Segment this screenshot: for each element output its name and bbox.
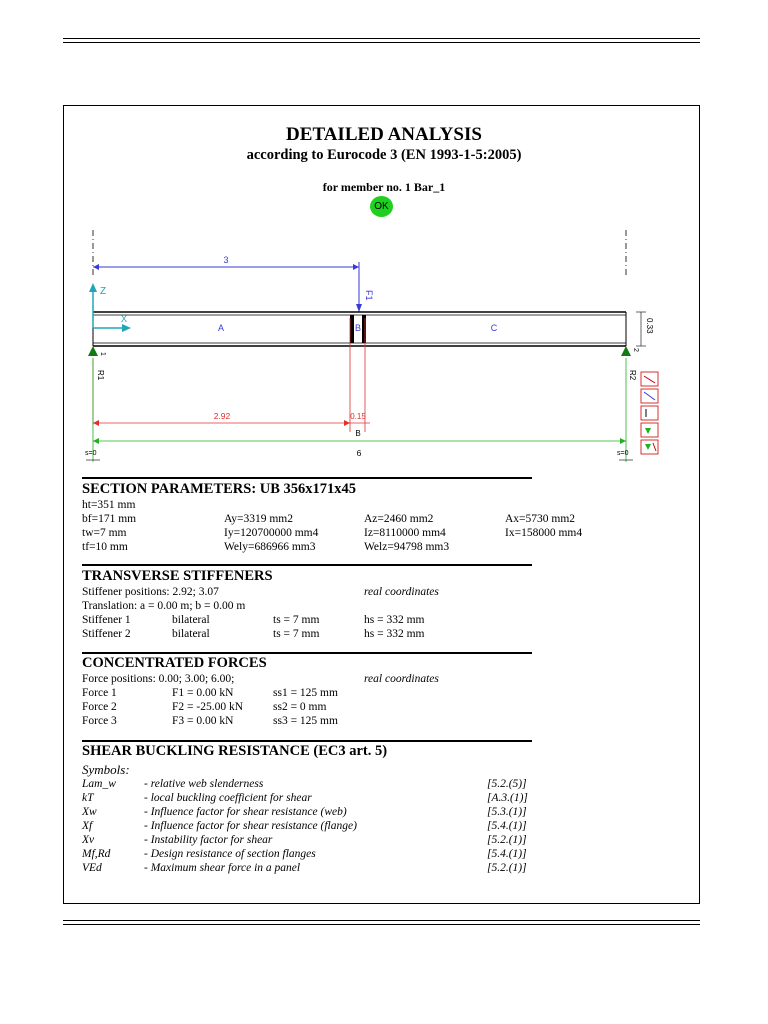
section-rule bbox=[82, 652, 532, 654]
member-label: for member no. 1 Bar_1 bbox=[322, 180, 446, 194]
node-left-label: 1 bbox=[99, 352, 106, 356]
force-arrow bbox=[356, 304, 362, 312]
force-cell: Force 3 bbox=[82, 715, 117, 727]
sp-cell: Wely=686966 mm3 bbox=[224, 541, 316, 553]
total-dim-label: 6 bbox=[356, 448, 362, 458]
node-right-label: 2 bbox=[632, 348, 639, 352]
sp-cell: Ay=3319 mm2 bbox=[224, 513, 293, 525]
symbol-name: Xv bbox=[82, 834, 95, 846]
red-dim-a-label: 2.92 bbox=[213, 411, 231, 421]
z-axis-label: Z bbox=[100, 286, 107, 297]
section-rule bbox=[82, 740, 532, 742]
height-dim-label: 0.33 bbox=[645, 318, 654, 334]
stiffener-cell: ts = 7 mm bbox=[273, 614, 320, 626]
force-cell: F1 = 0.00 kN bbox=[172, 687, 234, 699]
symbol-desc: - Influence factor for shear resistance (flange) bbox=[144, 820, 357, 832]
legend-icon-3 bbox=[641, 406, 658, 420]
stiffener-cell: Stiffener 2 bbox=[82, 628, 131, 640]
stiffener-coords-note: real coordinates bbox=[364, 586, 439, 598]
symbol-ref: [A.3.(1)] bbox=[487, 792, 528, 804]
stiffener-1 bbox=[350, 315, 354, 343]
offset-left-label: s=0 bbox=[85, 450, 97, 457]
report-subtitle: according to Eurocode 3 (EN 1993-1-5:2005) bbox=[246, 147, 522, 163]
symbol-ref: [5.4.(1)] bbox=[487, 820, 527, 832]
sp-cell: bf=171 mm bbox=[82, 513, 137, 525]
sp-cell: Iz=8110000 mm4 bbox=[364, 527, 446, 539]
stiffener-cell: hs = 332 mm bbox=[364, 628, 425, 640]
sp-cell: ht=351 mm bbox=[82, 499, 136, 511]
section-params-heading: SECTION PARAMETERS: UB 356x171x45 bbox=[82, 481, 357, 497]
force-positions: Force positions: 0.00; 3.00; 6.00; bbox=[82, 673, 235, 685]
x-axis-label: X bbox=[121, 314, 128, 324]
sp-cell: Iy=120700000 mm4 bbox=[224, 527, 319, 539]
symbol-desc: - relative web slenderness bbox=[144, 778, 264, 790]
x-axis-arrow bbox=[122, 324, 131, 332]
z-axis-arrow bbox=[89, 283, 97, 292]
force-cell: Force 2 bbox=[82, 701, 117, 713]
left-support bbox=[88, 346, 98, 356]
symbol-name: kT bbox=[82, 792, 94, 804]
symbol-desc: - Instability factor for shear bbox=[144, 834, 273, 846]
symbol-name: VEd bbox=[82, 862, 102, 874]
symbol-name: Lam_w bbox=[82, 778, 116, 790]
section-rule bbox=[82, 564, 532, 566]
symbol-ref: [5.2.(1)] bbox=[487, 834, 527, 846]
blue-dim-arrow-left bbox=[93, 264, 99, 270]
force-cell: F2 = -25.00 kN bbox=[172, 701, 244, 713]
shear-heading: SHEAR BUCKLING RESISTANCE (EC3 art. 5) bbox=[82, 743, 388, 759]
stiffener-positions: Stiffener positions: 2.92; 3.07 bbox=[82, 586, 219, 598]
panel-a-label: A bbox=[217, 323, 225, 333]
stiffener-translation: Translation: a = 0.00 m; b = 0.00 m bbox=[82, 600, 246, 612]
beam-diagram bbox=[0, 0, 768, 480]
forces-heading: CONCENTRATED FORCES bbox=[82, 655, 267, 671]
force-cell: ss1 = 125 mm bbox=[273, 687, 338, 699]
stiffener-cell: bilateral bbox=[172, 614, 210, 626]
reaction-right-label: R2 bbox=[628, 370, 637, 381]
panel-b-label: B bbox=[354, 323, 362, 333]
offset-right-label: s=0 bbox=[617, 450, 629, 457]
stiffener-cell: hs = 332 mm bbox=[364, 614, 425, 626]
symbol-ref: [5.4.(1)] bbox=[487, 848, 527, 860]
force-coords-note: real coordinates bbox=[364, 673, 439, 685]
red-dim-b-label: 0.15 bbox=[350, 412, 366, 421]
force-label: F1 bbox=[364, 290, 374, 301]
force-cell: ss3 = 125 mm bbox=[273, 715, 338, 727]
sp-cell: Az=2460 mm2 bbox=[364, 513, 434, 525]
symbol-name: Mf,Rd bbox=[82, 848, 111, 860]
stiffener-cell: bilateral bbox=[172, 628, 210, 640]
force-cell: ss2 = 0 mm bbox=[273, 701, 327, 713]
symbol-ref: [5.3.(1)] bbox=[487, 806, 527, 818]
ok-status-badge: OK bbox=[370, 196, 393, 217]
symbols-label: Symbols: bbox=[82, 762, 130, 777]
symbol-desc: - Influence factor for shear resistance (web) bbox=[144, 806, 347, 818]
section-rule bbox=[82, 477, 532, 479]
symbol-desc: - Design resistance of section flanges bbox=[144, 848, 316, 860]
stiffener-cell: Stiffener 1 bbox=[82, 614, 131, 626]
symbol-ref: [5.2.(5)] bbox=[487, 778, 527, 790]
legend-icons bbox=[641, 372, 658, 454]
sp-cell: Ax=5730 mm2 bbox=[505, 513, 576, 525]
force-cell: Force 1 bbox=[82, 687, 117, 699]
right-support bbox=[621, 346, 631, 356]
symbol-ref: [5.2.(1)] bbox=[487, 862, 527, 874]
blue-dim-arrow-right bbox=[353, 264, 359, 270]
panel-c-label: C bbox=[490, 323, 498, 333]
bottom-rule bbox=[63, 920, 700, 925]
stiffener-cell: ts = 7 mm bbox=[273, 628, 320, 640]
sp-cell: tw=7 mm bbox=[82, 527, 127, 539]
sp-cell: Welz=94798 mm3 bbox=[364, 541, 450, 553]
symbol-name: Xw bbox=[82, 806, 97, 818]
reaction-left-label: R1 bbox=[96, 370, 105, 381]
stiffeners-heading: TRANSVERSE STIFFENERS bbox=[82, 568, 273, 584]
force-cell: F3 = 0.00 kN bbox=[172, 715, 234, 727]
symbol-name: Xf bbox=[82, 820, 93, 832]
dim-b-name: B bbox=[355, 429, 361, 438]
sp-cell: tf=10 mm bbox=[82, 541, 128, 553]
symbol-desc: - local buckling coefficient for shear bbox=[144, 792, 312, 804]
sp-cell: Ix=158000 mm4 bbox=[505, 527, 583, 539]
report-title: DETAILED ANALYSIS bbox=[286, 124, 482, 145]
symbol-desc: - Maximum shear force in a panel bbox=[144, 862, 301, 874]
blue-dim-label: 3 bbox=[223, 255, 229, 265]
